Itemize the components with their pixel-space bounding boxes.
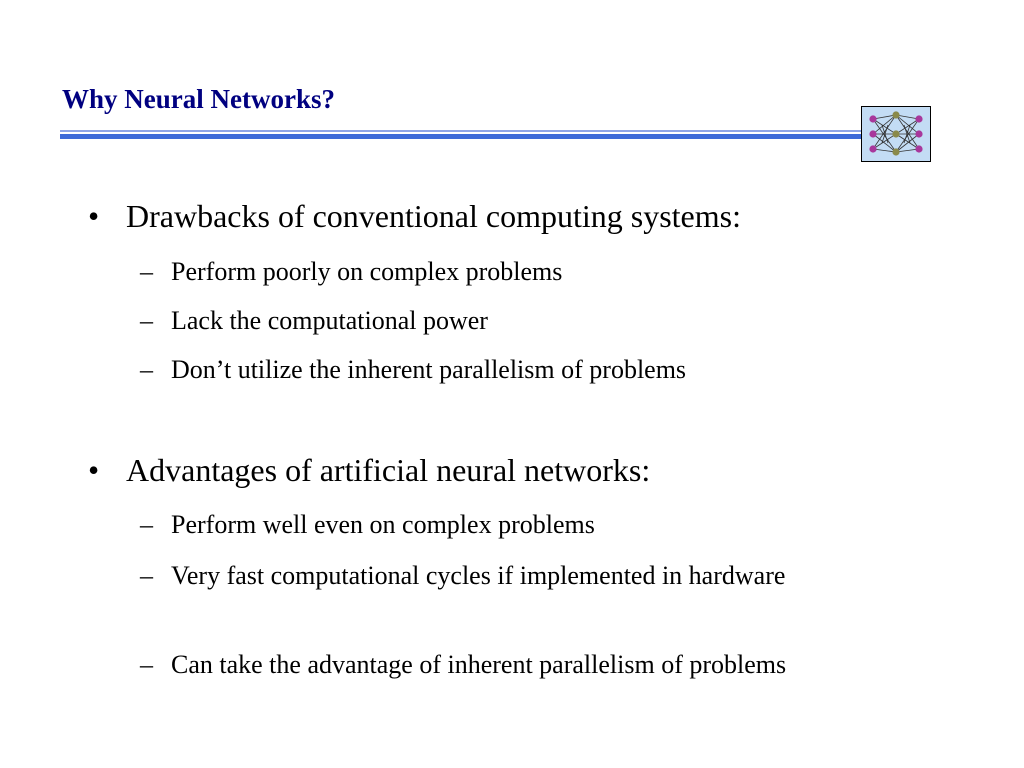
- bullet-heading: Drawbacks of conventional computing systems:: [126, 198, 741, 234]
- title-rule-thick: [60, 134, 862, 139]
- sub-item-text: Very fast computational cycles if implemented in hardware: [171, 561, 786, 590]
- sub-marker: –: [140, 306, 153, 335]
- sub-item-text: Perform poorly on complex problems: [171, 257, 563, 286]
- sub-item-text: Don’t utilize the inherent parallelism of problems: [171, 355, 687, 384]
- sub-marker: –: [140, 355, 153, 384]
- sub-marker: –: [140, 257, 153, 286]
- sub-item-text: Perform well even on complex problems: [171, 510, 595, 539]
- sub-marker: –: [140, 650, 153, 679]
- bullet-marker: •: [88, 198, 100, 234]
- sub-marker: –: [140, 510, 153, 539]
- bullet-marker: •: [88, 452, 100, 488]
- sub-item-text: Lack the computational power: [171, 306, 488, 335]
- title-rule-thin: [60, 130, 862, 132]
- sub-marker: –: [140, 561, 153, 590]
- sub-item-text: Can take the advantage of inherent parallelism of problems: [171, 650, 787, 679]
- neural-network-icon: [861, 106, 931, 162]
- bullet-heading: Advantages of artificial neural networks:: [126, 452, 651, 488]
- slide-title: Why Neural Networks?: [62, 84, 335, 114]
